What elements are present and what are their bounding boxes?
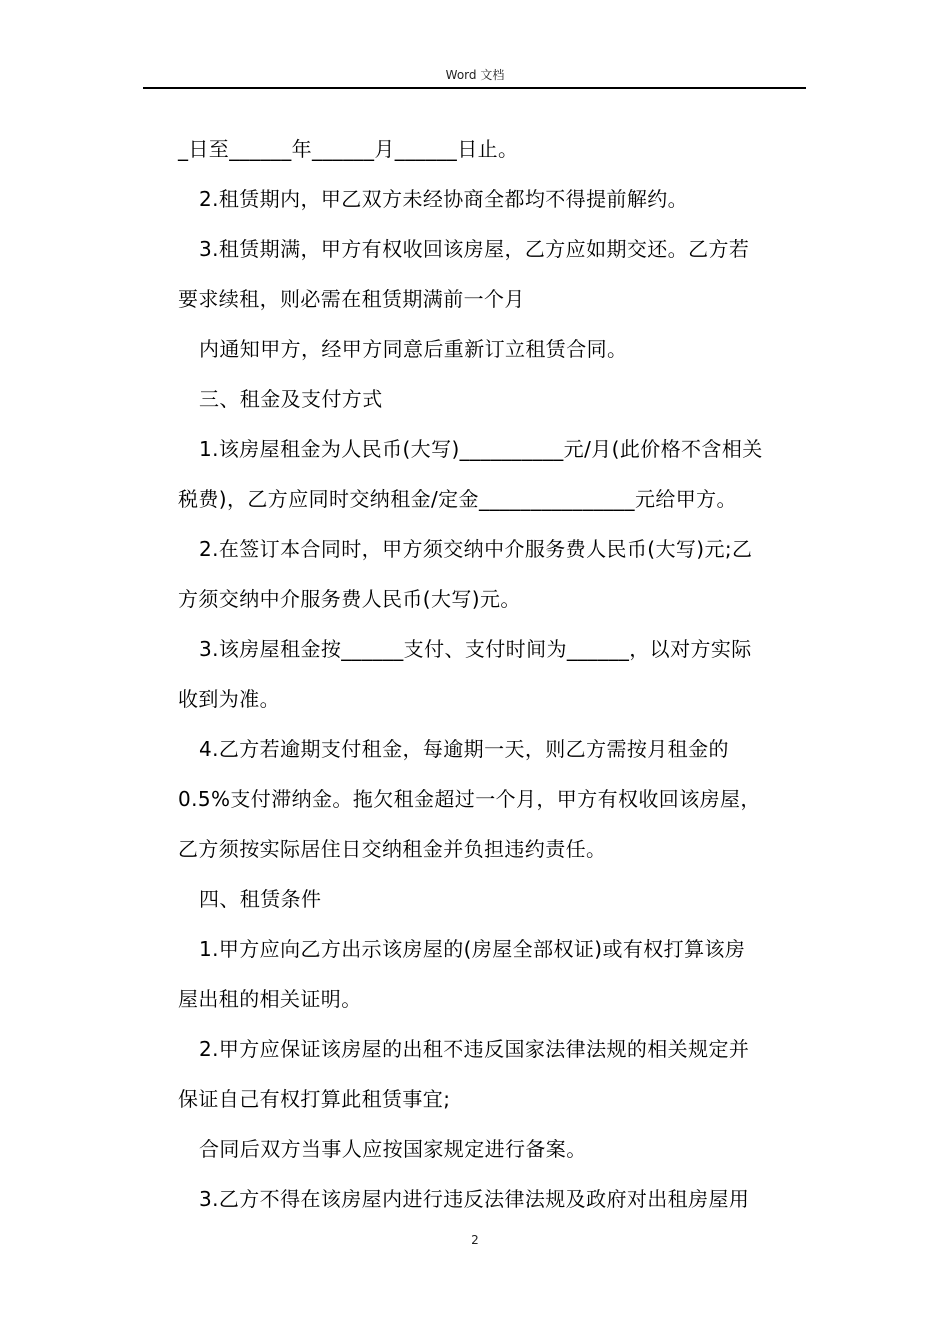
paragraph-line: 保证自己有权打算此租赁事宜; [178,1087,451,1111]
paragraph-line: 方须交纳中介服务费人民币(大写)元。 [178,587,521,611]
paragraph-line: 收到为准。 [178,687,280,711]
paragraph-line: 2.甲方应保证该房屋的出租不违反国家法律法规的相关规定并 [199,1037,750,1061]
page-number: 2 [471,1233,479,1247]
header-rule [143,87,806,89]
section-heading: 四、租赁条件 [199,887,322,911]
paragraph-line: 乙方须按实际居住日交纳租金并负担违约责任。 [178,837,607,861]
paragraph-line: 合同后双方当事人应按国家规定进行备案。 [199,1137,587,1161]
paragraph-line: 2.租赁期内，甲乙双方未经协商全都均不得提前解约。 [199,187,689,211]
section-heading: 三、租金及支付方式 [199,387,383,411]
paragraph-line: 3.该房屋租金按______支付、支付时间为______，以对方实际 [199,637,752,661]
paragraph-line: 1.该房屋租金为人民币(大写)__________元/月(此价格不含相关 [199,437,763,461]
paragraph-line: 4.乙方若逾期支付租金，每逾期一天，则乙方需按月租金的 [199,737,729,761]
document-body [178,124,808,1224]
paragraph-line: 屋出租的相关证明。 [178,987,362,1011]
paragraph-line: 税费)，乙方应同时交纳租金/定金_______________元给甲方。 [178,487,737,511]
paragraph-line: 2.在签订本合同时，甲方须交纳中介服务费人民币(大写)元;乙 [199,537,753,561]
paragraph-line: 3.乙方不得在该房屋内进行违反法律法规及政府对出租房屋用 [199,1187,750,1211]
header-title: Word 文档 [445,68,505,82]
paragraph-line: 要求续租，则必需在租赁期满前一个月 [178,287,525,311]
paragraph-line: 内通知甲方，经甲方同意后重新订立租赁合同。 [199,337,628,361]
paragraph-line: 1.甲方应向乙方出示该房屋的(房屋全部权证)或有权打算该房 [199,937,746,961]
paragraph-line: 3.租赁期满，甲方有权收回该房屋，乙方应如期交还。乙方若 [199,237,750,261]
paragraph-line: _日至______年______月______日止。 [178,137,519,161]
paragraph-line: 0.5%支付滞纳金。拖欠租金超过一个月，甲方有权收回该房屋， [178,787,761,811]
